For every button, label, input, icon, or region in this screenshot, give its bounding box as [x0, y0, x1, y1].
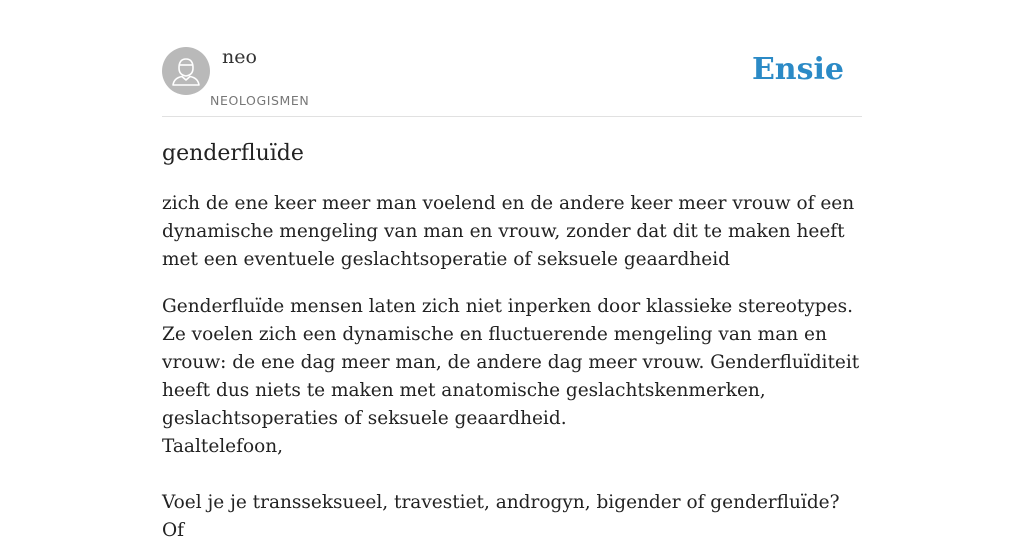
entry-definition: zich de ene keer meer man voelend en de andere keer meer vrouw of een dynamische mengeling van man en vrouw, zonder dat dit te maken heeft met een eventuele geslachtsoperatie of seksuele geaardheid	[162, 193, 855, 270]
entry-term: genderfluïde	[162, 141, 304, 166]
category-label[interactable]: NEOLOGISMEN	[210, 93, 310, 108]
entry-header	[162, 46, 862, 117]
entry-example: Genderfluïde mensen laten zich niet inperken door klassieke stereotypes. Ze voelen zich een dynamische en fluctuerende mengeling van man en vrouw: de ene dag meer man, de andere dag meer vrouw. Genderfluïditeit heeft dus niets te maken met anatomische geslachtskenmerken, geslachtsoperaties of seksuele geaardheid. Taaltelefoon, Voel je je transseksueel, travestiet, androgyn, bigender of genderfluïde? Of	[162, 296, 860, 541]
author-link[interactable]: neo	[222, 46, 257, 68]
brand-logo[interactable]: Ensie	[751, 52, 844, 87]
entry-content	[162, 138, 862, 545]
user-avatar-icon[interactable]	[162, 47, 210, 95]
